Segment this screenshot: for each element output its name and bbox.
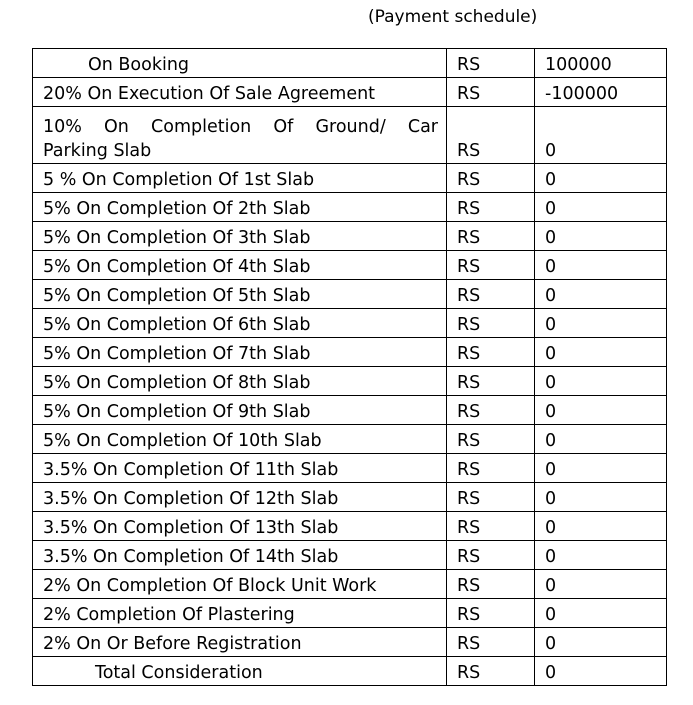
row-amount: 0 (535, 107, 667, 164)
table-row (33, 193, 667, 222)
row-description: 5 % On Completion Of 1st Slab (33, 164, 447, 193)
table-row (33, 338, 667, 367)
row-amount: 0 (535, 164, 667, 193)
row-description: 3.5% On Completion Of 14th Slab (33, 541, 447, 570)
row-description: 2% Completion Of Plastering (33, 599, 447, 628)
row-description: 5% On Completion Of 4th Slab (33, 251, 447, 280)
row-description: 5% On Completion Of 10th Slab (33, 425, 447, 454)
row-description: 3.5% On Completion Of 11th Slab (33, 454, 447, 483)
row-amount: 0 (535, 454, 667, 483)
row-currency: RS (447, 367, 535, 396)
row-amount: 0 (535, 280, 667, 309)
row-currency: RS (447, 49, 535, 78)
row-description: 5% On Completion Of 8th Slab (33, 367, 447, 396)
table-row (33, 251, 667, 280)
payment-schedule-table (32, 48, 667, 686)
table-row (33, 367, 667, 396)
row-amount: 0 (535, 628, 667, 657)
row-currency: RS (447, 280, 535, 309)
row-currency: RS (447, 164, 535, 193)
table-row (33, 107, 667, 164)
table-row (33, 222, 667, 251)
row-currency: RS (447, 107, 535, 164)
row-currency: RS (447, 512, 535, 541)
table-row (33, 309, 667, 338)
row-currency: RS (447, 657, 535, 686)
row-description: 5% On Completion Of 3th Slab (33, 222, 447, 251)
row-description: 5% On Completion Of 2th Slab (33, 193, 447, 222)
total-label: Total Consideration (33, 657, 447, 686)
row-currency: RS (447, 222, 535, 251)
row-description: 20% On Execution Of Sale Agreement (33, 78, 447, 107)
table-row (33, 570, 667, 599)
table-row (33, 599, 667, 628)
row-amount: 0 (535, 512, 667, 541)
row-amount: 0 (535, 541, 667, 570)
row-amount: 0 (535, 251, 667, 280)
table-row (33, 164, 667, 193)
table-row (33, 49, 667, 78)
row-description: 3.5% On Completion Of 12th Slab (33, 483, 447, 512)
row-currency: RS (447, 78, 535, 107)
row-description: 5% On Completion Of 7th Slab (33, 338, 447, 367)
row-description: 2% On Or Before Registration (33, 628, 447, 657)
row-description-line: 10% On Completion Of Ground/ Car (43, 117, 438, 137)
row-description: On Booking (33, 49, 447, 78)
row-amount: 0 (535, 483, 667, 512)
row-description-line: Parking Slab (43, 141, 152, 161)
total-amount: 0 (535, 657, 667, 686)
row-amount: 0 (535, 309, 667, 338)
table-row (33, 454, 667, 483)
row-currency: RS (447, 309, 535, 338)
row-description: 2% On Completion Of Block Unit Work (33, 570, 447, 599)
row-currency: RS (447, 628, 535, 657)
page-title: (Payment schedule) (368, 7, 538, 27)
row-amount: 0 (535, 570, 667, 599)
row-currency: RS (447, 599, 535, 628)
row-currency: RS (447, 454, 535, 483)
row-currency: RS (447, 193, 535, 222)
row-currency: RS (447, 425, 535, 454)
row-currency: RS (447, 396, 535, 425)
row-amount: 0 (535, 599, 667, 628)
table-row (33, 396, 667, 425)
row-description: 5% On Completion Of 5th Slab (33, 280, 447, 309)
row-description: 5% On Completion Of 9th Slab (33, 396, 447, 425)
table-row (33, 628, 667, 657)
row-amount: -100000 (535, 78, 667, 107)
row-amount: 100000 (535, 49, 667, 78)
table-row (33, 541, 667, 570)
row-description: 3.5% On Completion Of 13th Slab (33, 512, 447, 541)
row-currency: RS (447, 570, 535, 599)
row-currency: RS (447, 251, 535, 280)
row-description: 5% On Completion Of 6th Slab (33, 309, 447, 338)
row-currency: RS (447, 338, 535, 367)
table-row (33, 483, 667, 512)
row-amount: 0 (535, 222, 667, 251)
table-row (33, 78, 667, 107)
row-currency: RS (447, 541, 535, 570)
row-amount: 0 (535, 338, 667, 367)
total-row (33, 657, 667, 686)
table-row (33, 425, 667, 454)
row-amount: 0 (535, 193, 667, 222)
row-currency: RS (447, 483, 535, 512)
table-row (33, 280, 667, 309)
row-amount: 0 (535, 367, 667, 396)
row-amount: 0 (535, 425, 667, 454)
row-description (33, 107, 447, 164)
row-amount: 0 (535, 396, 667, 425)
table-row (33, 512, 667, 541)
